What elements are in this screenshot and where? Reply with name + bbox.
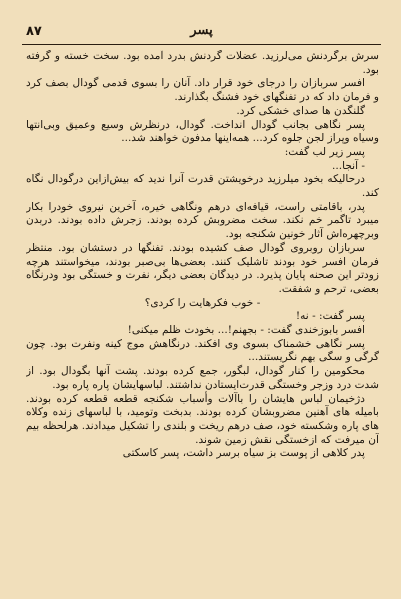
paragraph: محکومین را کنار گودال، لبگور، جمع کرده بودند. پشت آنها بگودال بود. از شدت درد وزجر وخستگی قدرت‌ایستادن نداشتند. لباسهایشان پاره پاره بود. (26, 365, 379, 391)
page-header (22, 22, 381, 42)
paragraph: پدر کلاهی از پوست بز سیاه برسر داشت، پسر کاسکتی (122, 447, 365, 460)
dialogue-line: پسر گفت: - نه! (295, 310, 365, 323)
paragraph: افسر سربازان را درجای خود قرار داد. آنان را بسوی قدمی گودال بصف کرد و فرمان داد که در تفنگهای خود فشنگ بگذارند. (26, 77, 379, 104)
dialogue-line: - خوب فکرهایت را کردی؟ (144, 296, 261, 309)
paragraph: پسر نگاهی خشمناک بسوی وی افکند. درنگاهش موج کینه ونفرت بود. چون گرگی و سگی بهم نگریستند... (26, 337, 379, 364)
paragraph: سرش برگردنش می‌لرزید. عضلات گردنش بدرد آمده بود. سخت خسته و گرفته بود. (26, 50, 379, 76)
paragraph: درحالیکه بخود میلرزید درخویشتن قدرت آنرا ندید که بیش‌ازاین درگودال نگاه کند. (26, 173, 379, 200)
dialogue-line: افسر بابوزخندی گفت: - بجهنم!... بخودت ظلم میکنی! (127, 324, 365, 337)
paragraph: دژخیمان لباس هایشان را باآلات وأسباب شکنجه قطعه قطعه کرده بودند. بامیله های آهنین مضروبشان کرده بودند. بدبخت وتومید، با لباسهای زنده وکلاه های پاره وشکسته خود، صف درهم ریخت و بلندی را تشکیل میدادند. هرلحظه بیم آن میرفت که ازخستگی نقش زمین شوند. (26, 392, 379, 446)
header-rule (22, 44, 381, 45)
dialogue-line: - آنجا... (331, 159, 365, 172)
page-number: ۸۷ (26, 24, 42, 39)
dialogue-line: پسر زیر لب گفت: (284, 145, 365, 158)
paragraph: گلنگدن ها صدای خشکی کرد. (236, 104, 365, 117)
body-text (26, 50, 379, 589)
running-title: پسر (190, 23, 213, 38)
paragraph: سربازان روبروی گودال صف کشیده بودند. تفنگها در دستشان بود. منتظر فرمان افسر خود بودند تاشلیک کنند. بعضی‌ها بی‌صبر بودند، میخواستند هرچه زودتر این صحنه پایان پذیرد. در دیدگان بعضی دیگر، نفرت و خستگی بود ودرنگاه بعضی، ترحم و شفقت. (26, 241, 379, 295)
paragraph: پسر نگاهی بجانب گودال انداخت. گودال، درنظرش وسیع وعمیق وبی‌انتها وسیاه وپراز لجن جلوه کرد... همه‌اینها مدفون خواهند شد... (26, 118, 379, 145)
paragraph: پدر، باقامتی راست، قیافه‌ای درهم ونگاهی خیره، آخرین نیروی خودرا بکار میبرد تاگمر خم نکند. سخت مضروبش کرده بودند. زجرش داده بودند. دربدن وبرچهره‌اش آثار خونین شکنجه بود. (26, 200, 379, 241)
